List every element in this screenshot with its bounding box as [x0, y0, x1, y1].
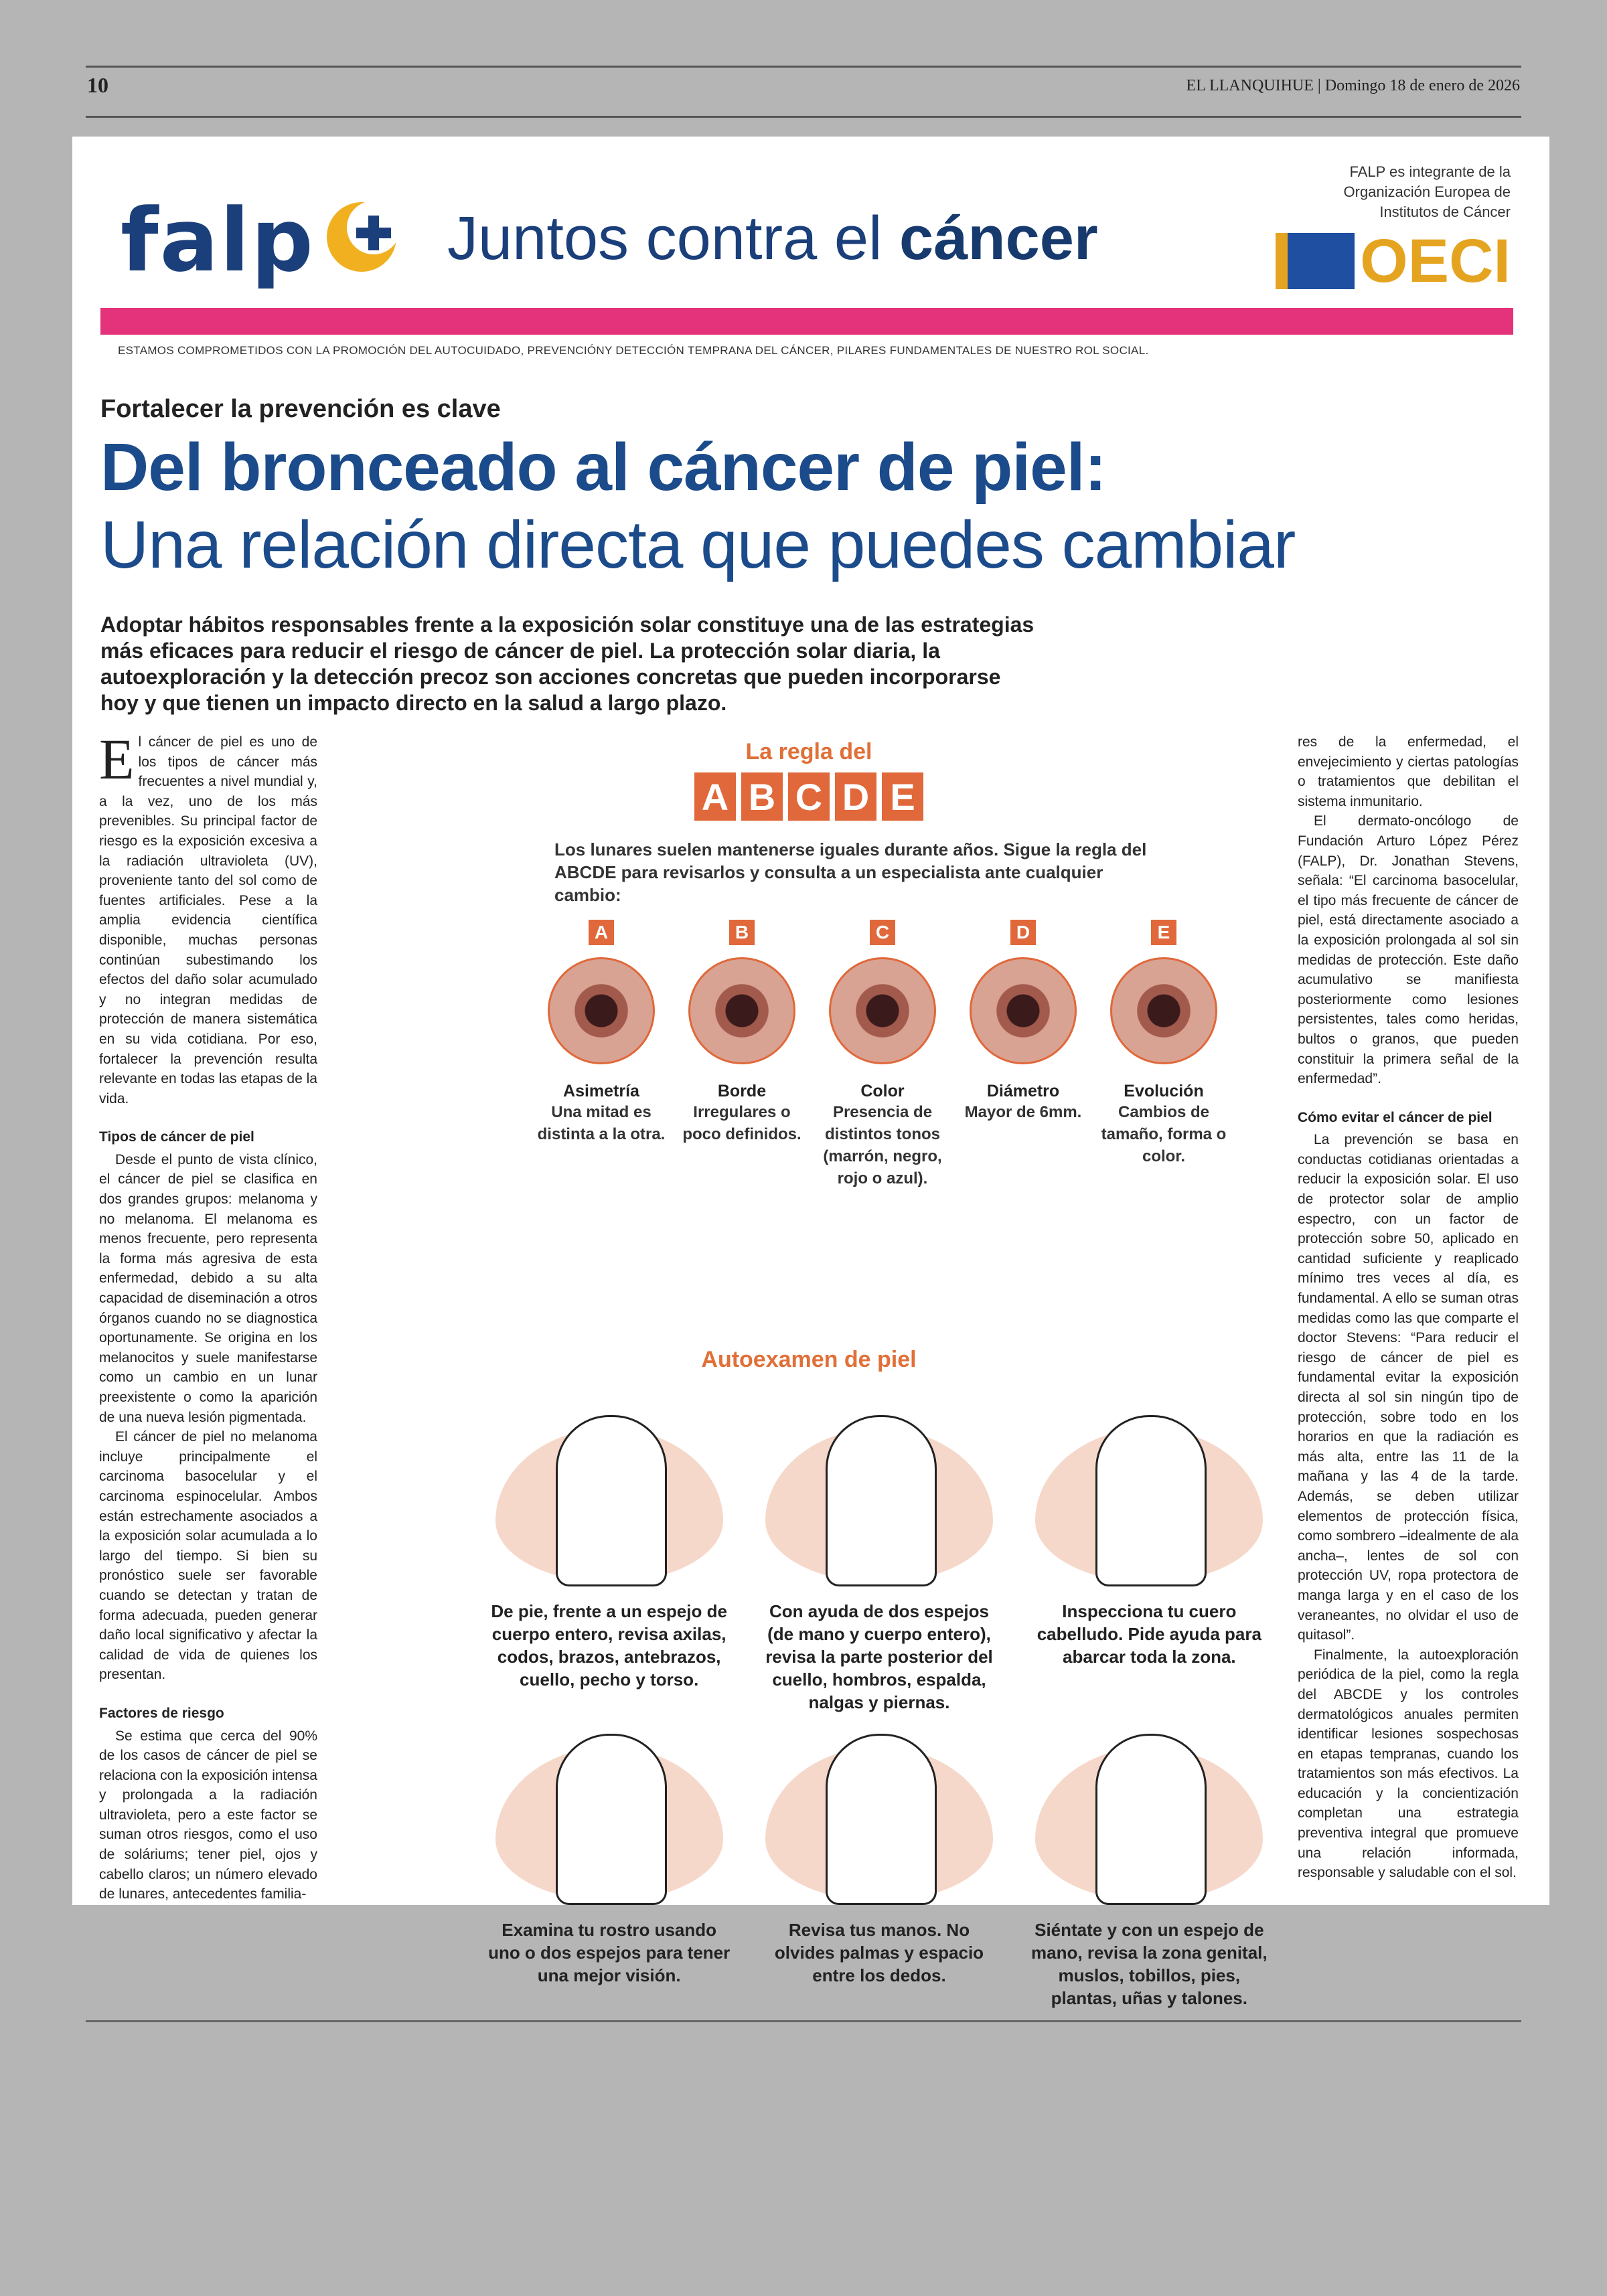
abcde-item: E Evolución Cambios de tamaño, forma o color. [1097, 920, 1231, 1190]
body-paragraph: Finalmente, la autoexploración periódica de la piel, como la regla del ABCDE y los controles dermatológicos anuales permiten identificar lesiones sospechosas en etapas tempranas, cuando los tratamientos son más efectivos. La educación y la concientización completan una estrategia preventiva integral que promueve una relación informada, responsable y saludable con el sol. [1298, 1647, 1519, 1881]
right-column [1298, 732, 1519, 1883]
advertorial [72, 137, 1549, 2008]
falp-logo: falp [121, 197, 315, 284]
abcde-item: D Diámetro Mayor de 6mm. [956, 920, 1090, 1190]
kicker: Fortalecer la prevención es clave [100, 395, 501, 423]
illustration [1028, 1415, 1271, 1589]
abcde-item: C Color Presencia de distintos tonos (marrón, negro, rojo o azul). [816, 920, 949, 1190]
tagline: Juntos contra el cáncer [447, 204, 1098, 272]
bottom-rule [86, 2020, 1521, 2022]
mole-image [1110, 957, 1217, 1064]
infographic [333, 732, 1284, 2008]
oeci-note: FALP es integrante de la Organización Europea de Institutos de Cáncer [1343, 163, 1511, 220]
oeci-logo: OECI [1276, 230, 1511, 292]
body-paragraph: La prevención se basa en conductas cotidianas orientadas a reducir la exposición solar. El uso de protector solar de amplio espectro, con un factor de protección sobre 50, aplicado en cantidad suficiente y reaplicado mínimo tres veces al día, es fundamental. A ello se suman otras medidas como las que comparte el doctor Stevens: “Para reducir el riesgo de cáncer de piel es fundamental evitar la exposición directa al sol sin ningún tipo de protección, sobre todo en los horarios en que la radiación es más alta, entre las 11 de la mañana y las 4 de la tarde. Además, se deben utilizar elementos de protección física, como sombrero –idealmente de ala ancha–, lentes de sol con protección UV, ropa protectora de manga larga y en el caso de los veraneantes, no olvidar el uso de quitasol”. [1298, 1132, 1519, 1643]
page-header [86, 66, 1521, 118]
page-number: 10 [87, 73, 108, 97]
infographic-intro: Los lunares suelen mantenerse iguales durante años. Sigue la regla del ABCDE para revisarlos y consulta a un especialista ante cualquier cambio: [554, 839, 1147, 905]
body-paragraph: El dermato-oncólogo de Fundación Arturo López Pérez (FALP), Dr. Jonathan Stevens, señala: “El carcinoma basocelular, el tipo más frecuente de cáncer de piel, está directamente asociado a la exposición prolongada al sol sin medidas de protección. Este daño acumulativo se manifiesta posteriormente como lesiones persistentes, tales como heridas, bultos o granos, que pueden constituir la primera señal de la enfermedad”. [1298, 813, 1519, 1087]
drop-cap: E [99, 727, 135, 791]
pink-bar [100, 308, 1513, 335]
abcde-items [534, 920, 1231, 1190]
self-exam-title: Autoexamen de piel [701, 1347, 917, 1372]
abcde-item: B Borde Irregulares o poco definidos. [675, 920, 809, 1190]
self-exam-step: Con ayuda de dos espejos (de mano y cuerpo entero), revisa la parte posterior del cuello, hombros, espalda, nalgas y piernas. [757, 1415, 1000, 1714]
section-heading: Cómo evitar el cáncer de piel [1298, 1109, 1493, 1125]
illustration [757, 1415, 1000, 1589]
mole-image [688, 957, 795, 1064]
illustration [487, 1734, 731, 1908]
strapline: ESTAMOS COMPROMETIDOS CON LA PROMOCIÓN DEL AUTOCUIDADO, PREVENCIÓNY DETECCIÓN TEMPRANA DEL CÁNCER, PILARES FUNDAMENTALES DE NUESTRO ROL SOCIAL. [118, 344, 1149, 357]
letter-tile: B [741, 772, 783, 821]
illustration [1028, 1734, 1271, 1908]
self-exam-step: Examina tu rostro usando uno o dos espejos para tener una mejor visión. [487, 1734, 731, 2010]
mole-image [829, 957, 936, 1064]
europe-map-icon [1276, 233, 1355, 289]
self-exam-step: Inspecciona tu cuero cabelludo. Pide ayuda para abarcar toda la zona. [1028, 1415, 1271, 1714]
publication-date: EL LLANQUIHUE | Domingo 18 de enero de 2026 [1186, 77, 1520, 94]
body-paragraph: El cáncer de piel es uno de los tipos de cáncer más frecuentes a nivel mundial y, a la vez, uno de los más prevenibles. Su principal factor de riesgo es la exposición excesiva a la radiación ultravioleta (UV), proveniente tanto del sol como de fuentes artificiales. Pese a la amplia evidencia científica disponible, muchas personas continúan subestimando los efectos del daño solar acumulado y no integran medidas de protección de manera sistemática en su vida cotidiana. Por eso, fortalecer la prevención resulta relevante en todas las etapas de la vida. [99, 727, 317, 1106]
body-paragraph: Se estima que cerca del 90% de los casos de cáncer de piel se relaciona con la exposición intensa y prolongada a la radiación ultravioleta, pero a este factor se suman otros riesgos, como el uso de soláriums; tener piel, ojos y cabello claros; un número elevado de lunares, antecedentes familia- [99, 1728, 317, 1902]
mole-image [970, 957, 1077, 1064]
letter-tile: D [835, 772, 876, 821]
infographic-title: La regla del [745, 739, 872, 764]
illustration [487, 1415, 731, 1589]
abcde-letters [333, 772, 1284, 821]
headline: Del bronceado al cáncer de piel: [100, 430, 1106, 505]
subheadline: Una relación directa que puedes cambiar [100, 507, 1296, 582]
body-paragraph: El cáncer de piel no melanoma incluye principalmente el carcinoma basocelular y el carcinoma espinocelular. Ambos están estrechamente asociados a la exposición solar acumulada a lo largo del tiempo. Si bien su pronóstico suele ser favorable cuando se detectan y tratan de forma adecuada, pueden generar daño local significativo y afectar la calidad de vida de quienes los presentan. [99, 1429, 317, 1683]
left-column [99, 727, 317, 1904]
body-paragraph: Desde el punto de vista clínico, el cáncer de piel se clasifica en dos grandes grupos: melanoma y no melanoma. El melanoma es menos frecuente, pero representa la forma más agresiva de esta enfermedad, debido a su alta capacidad de diseminación a otros órganos cuando no se diagnostica oportunamente. Se origina en los melanocitos y suele manifestarse como un cambio en un lunar preexistente o como la aparición de una nueva lesión pigmentada. [99, 1151, 317, 1425]
abcde-item: A Asimetría Una mitad es distinta a la otra. [534, 920, 668, 1190]
section-heading: Tipos de cáncer de piel [99, 1129, 254, 1145]
self-exam-step: De pie, frente a un espejo de cuerpo entero, revisa axilas, codos, brazos, antebrazos, cuello, pecho y torso. [487, 1415, 731, 1714]
falp-cross-icon [321, 197, 402, 277]
lead-paragraph: Adoptar hábitos responsables frente a la exposición solar constituye una de las estrategias más eficaces para reducir el riesgo de cáncer de piel. La protección solar diaria, la autoexploración y la detección precoz son acciones concretas que pueden incorporarse hoy y que tienen un impacto directo en la salud a largo plazo. [100, 612, 1035, 715]
self-exam-step: Revisa tus manos. No olvides palmas y espacio entre los dedos. [757, 1734, 1000, 2010]
letter-tile: C [788, 772, 830, 821]
letter-tile: A [694, 772, 736, 821]
letter-tile: E [882, 772, 923, 821]
self-exam-steps [487, 1415, 1271, 2010]
self-exam-step: Siéntate y con un espejo de mano, revisa la zona genital, muslos, tobillos, pies, plantas, uñas y talones. [1028, 1734, 1271, 2010]
illustration [757, 1734, 1000, 1908]
section-heading: Factores de riesgo [99, 1705, 224, 1721]
body-paragraph: res de la enfermedad, el envejecimiento y ciertas patologías o tratamientos que debilitan el sistema inmunitario. [1298, 734, 1519, 809]
mole-image [548, 957, 655, 1064]
